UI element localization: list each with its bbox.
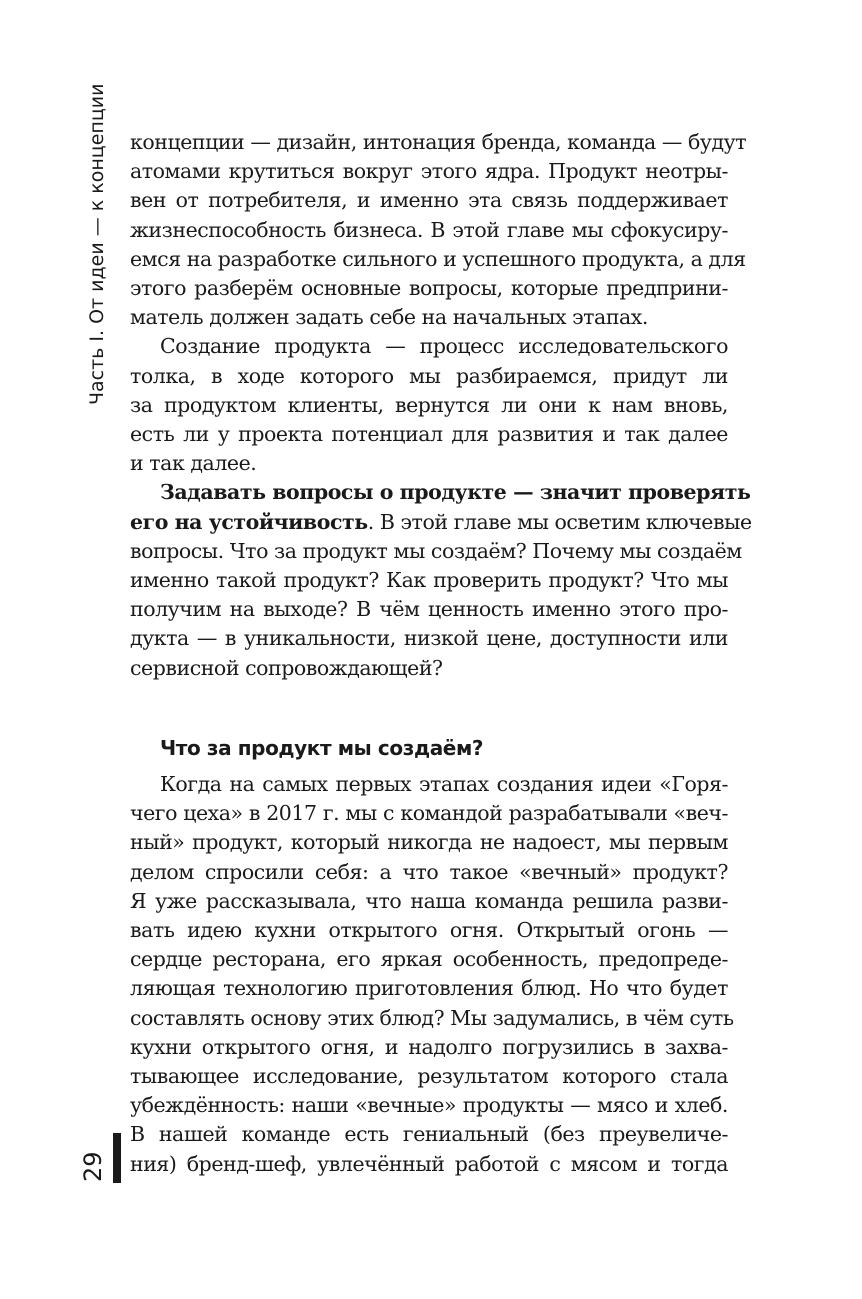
text-line: этого разберём основные вопросы, которые предприни- xyxy=(130,276,728,301)
text-line: кухни открытого огня, и надолго погрузились в захва- xyxy=(130,1034,728,1059)
text-line: получим на выходе? В чём ценность именно этого про- xyxy=(130,597,728,622)
page-number-bar xyxy=(113,1133,121,1183)
text-line: матель должен задать себе на начальных этапах. xyxy=(130,305,648,330)
text-line: ния) бренд-шеф, увлечённый работой с мясом и тогда xyxy=(130,1151,728,1176)
text-line: вен от потребителя, и именно эта связь поддерживает xyxy=(130,188,728,213)
text-line: атомами крутиться вокруг этого ядра. Продукт неотры- xyxy=(130,159,728,184)
text-line: жизнеспособность бизнеса. В этой главе мы сфокусиру- xyxy=(130,217,728,242)
body-text-top xyxy=(130,128,752,683)
text-line: и так далее. xyxy=(130,451,257,476)
text-line: вопросы. Что за продукт мы создаём? Почему мы создаём xyxy=(130,538,742,563)
text-line: тывающее исследование, результатом которого стала xyxy=(130,1064,728,1089)
text-line: вать идею кухни открытого огня. Открытый огонь — xyxy=(130,918,728,943)
page-number: 29 xyxy=(79,1151,107,1182)
text-line: составлять основу этих блюд? Мы задумались, в чём суть xyxy=(130,1005,734,1030)
paragraph-continuation xyxy=(130,128,747,332)
text-phrase: . В этой главе мы осветим ключевые xyxy=(367,509,752,534)
text-line: именно такой продукт? Как проверить продукт? Что мы xyxy=(130,568,728,593)
section-heading: Что за продукт мы создаём? xyxy=(160,736,484,760)
text-line: чего цеха» в 2017 г. мы с командой разрабатывали «веч- xyxy=(130,801,728,826)
text-line: делом спросили себя: а что такое «вечный» продукт? xyxy=(130,859,728,884)
body-text-bottom xyxy=(130,770,734,1179)
bold-phrase: его на устойчивость xyxy=(130,509,368,534)
text-line: ный» продукт, который никогда не надоест, мы первым xyxy=(130,830,728,855)
paragraph-hot-shop xyxy=(130,770,734,1179)
text-line-mixed xyxy=(130,508,752,537)
text-line: Я уже рассказывала, что наша команда решила разви- xyxy=(130,888,728,913)
text-line: есть ли у проекта потенциал для развития и так далее xyxy=(130,422,728,447)
paragraph-product-creation xyxy=(130,332,728,478)
text-line: сервисной сопровождающей? xyxy=(130,655,443,680)
text-line: дукта — в уникальности, низкой цене, доступности или xyxy=(130,626,728,651)
text-line: сердце ресторана, его яркая особенность, предопреде- xyxy=(130,947,728,972)
text-line: концепции — дизайн, интонация бренда, команда — будут xyxy=(130,130,747,154)
text-line: ляющая технологию приготовления блюд. Но что будет xyxy=(130,976,728,1001)
text-line: убеждённость: наши «вечные» продукты — мясо и хлеб. xyxy=(130,1093,728,1118)
text-line: В нашей команде есть гениальный (без преувеличе- xyxy=(130,1122,728,1147)
running-head: Часть I. От идеи — к концепции xyxy=(86,83,108,405)
text-line: емся на разработке сильного и успешного продукта, а для xyxy=(130,246,746,271)
text-line: за продуктом клиенты, вернутся ли они к нам вновь, xyxy=(130,392,728,417)
text-line: толка, в ходе которого мы разбираемся, придут ли xyxy=(130,363,728,388)
text-line: Создание продукта — процесс исследовательского xyxy=(160,334,728,359)
bold-text-line: Задавать вопросы о продукте — значит проверять xyxy=(160,480,751,505)
paragraph-questions xyxy=(130,478,752,682)
text-line: Когда на самых первых этапах создания идеи «Горя- xyxy=(160,772,728,796)
